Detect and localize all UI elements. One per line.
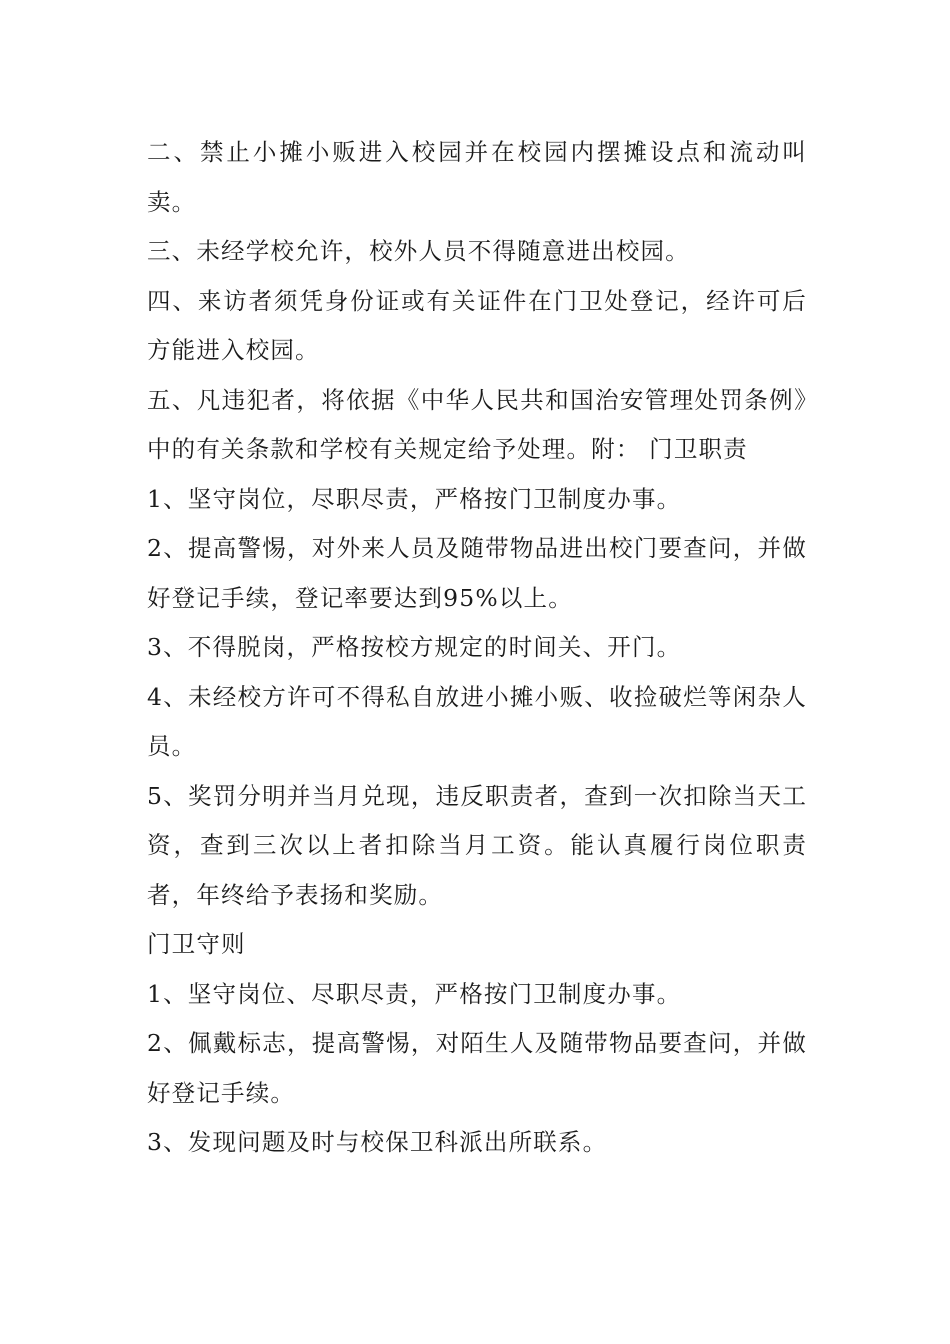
paragraph-rule-5: 五、凡违犯者，将依据《中华人民共和国治安管理处罚条例》中的有关条款和学校有关规定给予处理。附： 门卫职责 bbox=[147, 385, 807, 463]
paragraph-guard-rule-2: 2、佩戴标志，提高警惕，对陌生人及随带物品要查问，并做好登记手续。 bbox=[147, 1029, 807, 1107]
paragraph-duty-1: 1、坚守岗位，尽职尽责，严格按门卫制度办事。 bbox=[147, 484, 682, 513]
paragraph-duty-4: 4、未经校方许可不得私自放进小摊小贩、收捡破烂等闲杂人员。 bbox=[147, 682, 807, 760]
paragraph-rule-3: 三、未经学校允许，校外人员不得随意进出校园。 bbox=[147, 237, 690, 265]
paragraph-duty-2: 2、提高警惕，对外来人员及随带物品进出校门要查问，并做好登记手续，登记率要达到95%以上。 bbox=[147, 534, 807, 612]
paragraph-guard-rule-1: 1、坚守岗位、尽职尽责，严格按门卫制度办事。 bbox=[147, 979, 682, 1008]
paragraph-rule-4: 四、来访者须凭身份证或有关证件在门卫处登记，经许可后方能进入校园。 bbox=[147, 286, 807, 364]
paragraph-duty-3: 3、不得脱岗，严格按校方规定的时间关、开门。 bbox=[147, 633, 682, 661]
document-page bbox=[147, 128, 807, 1168]
paragraph-rule-2: 二、禁止小摊小贩进入校园并在校园内摆摊设点和流动叫卖。 bbox=[147, 138, 807, 216]
paragraph-guard-rule-3: 3、发现问题及时与校保卫科派出所联系。 bbox=[147, 1128, 608, 1156]
section-heading-guard-rules: 门卫守则 bbox=[147, 930, 246, 958]
paragraph-duty-5: 5、奖罚分明并当月兑现，违反职责者，查到一次扣除当天工资，查到三次以上者扣除当月工资。能认真履行岗位职责者，年终给予表扬和奖励。 bbox=[147, 781, 807, 909]
